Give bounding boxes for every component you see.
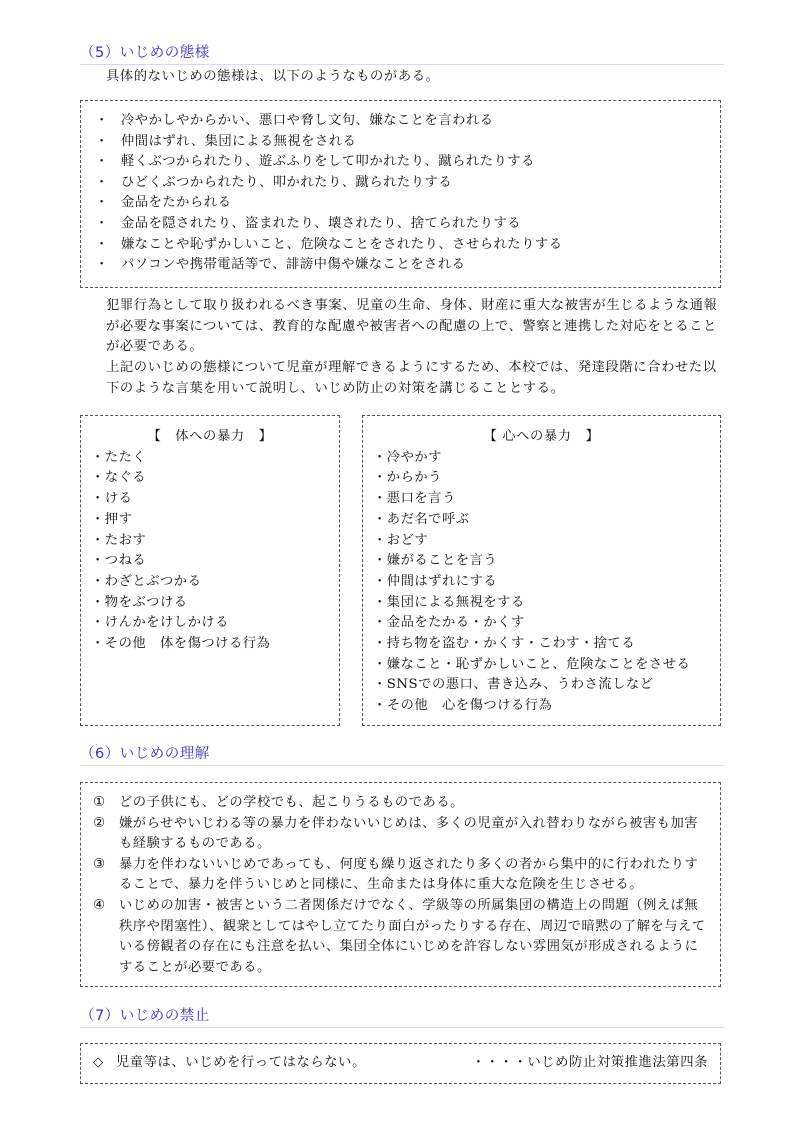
section5-paragraph-2: 上記のいじめの態様について児童が理解できるようにするため、本校では、発達段階に合わせた以下のような言葉を用いて説明し、いじめ防止の対策を講じることとする。 bbox=[106, 360, 717, 396]
section6-heading: （6）いじめの理解 bbox=[80, 745, 724, 766]
list-item: ・なぐる bbox=[91, 470, 147, 486]
item-number: ① bbox=[93, 795, 106, 810]
physical-violence-list bbox=[81, 448, 339, 655]
bullet-mark: ・ bbox=[95, 215, 109, 231]
list-item bbox=[95, 193, 563, 214]
list-item bbox=[95, 173, 563, 194]
list-item: ・嫌がることを言う bbox=[373, 553, 498, 569]
list-item bbox=[93, 793, 707, 814]
list-item-text: パソコンや携帯電話等で、誹謗中傷や嫌なことをされる bbox=[121, 257, 466, 273]
item-number: ③ bbox=[93, 856, 106, 872]
list-item-text: 金品をたかられる bbox=[121, 195, 232, 211]
list-item bbox=[95, 152, 563, 173]
list-item: ・けんかをけしかける bbox=[91, 615, 229, 631]
list-item: ・わざとぶつかる bbox=[91, 573, 202, 589]
physical-violence-title: 【 体への暴力 】 bbox=[147, 429, 273, 444]
list-item: ・集団による無視をする bbox=[373, 594, 525, 610]
law-citation: ・・・・いじめ防止対策推進法第四条 bbox=[471, 1055, 708, 1070]
list-item: ・たたく bbox=[91, 449, 147, 465]
list-item-text: 嫌がらせやいじわる等の暴力を伴わないいじめは、多くの児童が入れ替わりながら被害も加害も経験するものである。 bbox=[119, 815, 699, 852]
bullet-mark: ・ bbox=[95, 174, 109, 190]
list-item: ・持ち物を盗む・かくす・こわす・捨てる bbox=[373, 636, 636, 652]
prohibition-statement bbox=[93, 1053, 366, 1074]
item-number: ④ bbox=[93, 897, 106, 913]
list-item: ・その他 体を傷つける行為 bbox=[91, 636, 271, 652]
list-item-text: 軽くぶつかられたり、遊ぶふりをして叩かれたり、蹴られたりする bbox=[121, 154, 535, 170]
prohibition-text: 児童等は、いじめを行ってはならない。 bbox=[115, 1055, 366, 1070]
list-item: ・その他 心を傷つける行為 bbox=[373, 698, 553, 714]
list-item-text: 冷やかしやからかい、悪口や脅し文句、嫌なことを言われる bbox=[121, 113, 494, 128]
list-item: ・からかう bbox=[373, 470, 442, 486]
list-item: ・悪口を言う bbox=[373, 491, 456, 507]
list-item-text: いじめの加害・被害という二者関係だけでなく、学級等の所属集団の構造上の問題（例えば無秩序や閉塞性）、観衆としてはやし立てたり面白がったりする存在、周辺で暗黙の了解を与えている傍観者の存在にも注意を払い、集団全体にいじめを許容しない雰囲気が形成されるようにすることが必要である。 bbox=[119, 897, 706, 975]
list-item: ・物をぶつける bbox=[91, 594, 188, 610]
list-item: ・押す bbox=[91, 511, 133, 527]
list-item bbox=[93, 814, 707, 855]
list-item-text: 金品を隠されたり、盗まれたり、壊されたり、捨てられたりする bbox=[121, 215, 522, 231]
diamond-icon: ◇ bbox=[93, 1055, 104, 1070]
physical-violence-content bbox=[81, 427, 339, 655]
list-item bbox=[93, 896, 707, 978]
list-item: ・たおす bbox=[91, 532, 147, 548]
bullet-mark: ・ bbox=[95, 133, 109, 149]
list-item-text: 仲間はずれ、集団による無視をされる bbox=[121, 133, 357, 149]
item-number: ② bbox=[93, 815, 106, 831]
bullet-mark: ・ bbox=[95, 195, 109, 211]
list-item: ・あだ名で呼ぶ bbox=[373, 511, 470, 527]
bullying-forms-box bbox=[80, 100, 721, 288]
list-item bbox=[95, 235, 563, 256]
list-item-text: 暴力を伴わないいじめであっても、何度も繰り返されたり多くの者から集中的に行われたりすることで、暴力を伴ういじめと同様に、生命または身体に重大な危険を生じさせる。 bbox=[119, 856, 699, 893]
list-item bbox=[95, 132, 563, 153]
list-item: ・ける bbox=[91, 491, 133, 507]
section7-heading: （7）いじめの禁止 bbox=[80, 1007, 724, 1028]
list-item bbox=[95, 255, 563, 276]
prohibition-box bbox=[80, 1043, 721, 1084]
bullying-forms-list bbox=[95, 111, 563, 276]
list-item: ・金品をたかる・かくす bbox=[373, 615, 525, 631]
mental-violence-title: 【 心への暴力 】 bbox=[483, 429, 600, 444]
section5-heading: （5）いじめの態様 bbox=[80, 44, 724, 65]
mental-violence-list bbox=[363, 448, 720, 717]
bullet-mark: ・ bbox=[95, 257, 109, 273]
list-item: ・つねる bbox=[91, 553, 147, 569]
list-item-text: 嫌なことや恥ずかしいこと、危険なことをされたり、させられたりする bbox=[121, 236, 563, 252]
list-item: ・冷やかす bbox=[373, 449, 442, 465]
section5-intro: 具体的ないじめの態様は、以下のようなものがある。 bbox=[106, 69, 440, 84]
section5-paragraph-1: 犯罪行為として取り扱われるべき事案、児童の生命、身体、財産に重大な被害が生じるような通報が必要な事案については、教育的な配慮や被害者への配慮の上で、警察と連携した対応をとることが必要である。 bbox=[106, 298, 718, 355]
list-item: ・嫌なこと・恥ずかしいこと、危険なことをさせる bbox=[373, 656, 691, 672]
bullet-mark: ・ bbox=[95, 236, 109, 252]
bullet-mark: ・ bbox=[95, 113, 109, 128]
list-item-text: ひどくぶつかられたり、叩かれたり、蹴られたりする bbox=[121, 174, 453, 190]
list-item: ・SNSでの悪口、書き込み、うわさ流しなど bbox=[373, 677, 654, 693]
list-item: ・おどす bbox=[373, 532, 429, 548]
list-item-text: どの子供にも、どの学校でも、起こりうるものである。 bbox=[119, 795, 464, 810]
mental-violence-content bbox=[363, 427, 720, 717]
list-item bbox=[95, 214, 563, 235]
bullying-understanding-box bbox=[80, 782, 721, 987]
list-item bbox=[95, 111, 563, 132]
list-item bbox=[93, 855, 707, 896]
list-item: ・仲間はずれにする bbox=[373, 573, 498, 589]
mental-violence-box bbox=[362, 415, 721, 726]
bullet-mark: ・ bbox=[95, 154, 109, 170]
physical-violence-box bbox=[80, 415, 340, 726]
understanding-list bbox=[93, 793, 707, 978]
